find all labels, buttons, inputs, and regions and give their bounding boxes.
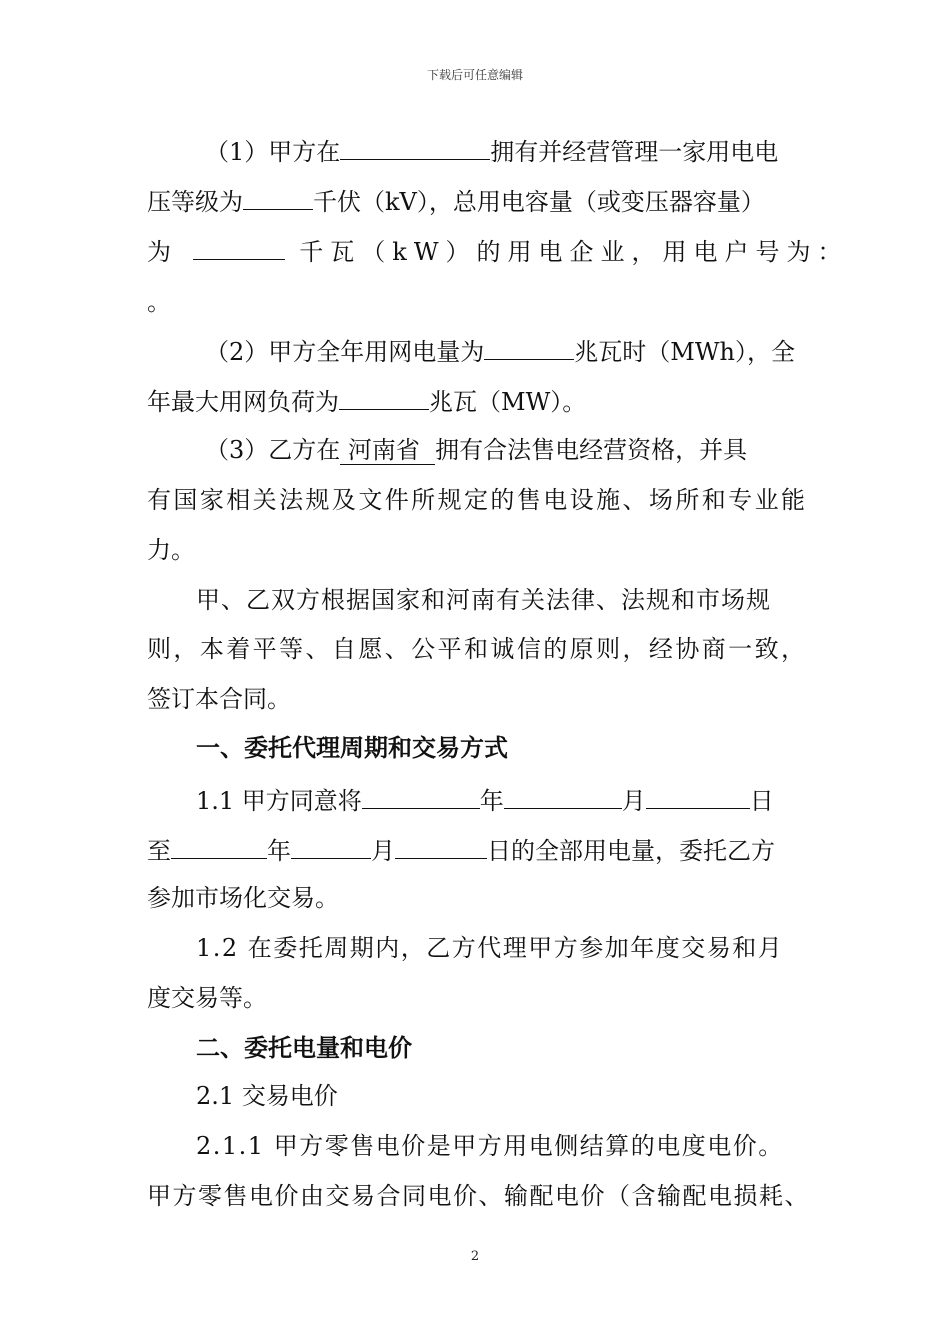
- blank-annual-energy: [484, 335, 574, 360]
- s11-line1: [196, 784, 774, 816]
- blank-location: [340, 135, 490, 160]
- text-segment: 1.1 甲方同意将: [196, 787, 362, 815]
- text-segment: 拥有合法售电经营资格，并具: [435, 436, 748, 464]
- blank-capacity: [193, 235, 285, 260]
- text-segment: 年: [267, 837, 291, 865]
- s11-line3: 参加市场化交易。: [147, 884, 339, 912]
- blank-start-month: [504, 784, 622, 809]
- s11-line2: [147, 834, 775, 866]
- text-segment: 月: [371, 837, 395, 865]
- blank-max-load: [339, 385, 429, 410]
- para4-line3: 签订本合同。: [147, 685, 291, 713]
- text-segment: 至: [147, 837, 171, 865]
- s12-line1: 1.2 在委托周期内，乙方代理甲方参加年度交易和月: [196, 934, 784, 962]
- text-segment: （1）甲方在: [205, 138, 341, 166]
- para2-line2: [147, 385, 586, 417]
- text-segment: 年最大用网负荷为: [147, 388, 339, 416]
- para3-line1: [205, 435, 747, 465]
- s211-line1: 2.1.1 甲方零售电价是甲方用电侧结算的电度电价。: [196, 1132, 784, 1160]
- text-segment: （2）甲方全年用网电量为: [205, 338, 485, 366]
- text-segment: 压等级为: [147, 188, 243, 216]
- text-segment: 年: [479, 787, 504, 815]
- text-segment: 月: [621, 787, 646, 815]
- underlined-province: 河南省: [340, 436, 436, 464]
- blank-end-day: [395, 834, 487, 859]
- section-heading-2: 二、委托电量和电价: [196, 1034, 412, 1062]
- text-segment: 日: [749, 787, 774, 815]
- text-segment: 兆瓦时（MWh），全: [574, 338, 795, 366]
- para4-line1: 甲、乙双方根据国家和河南有关法律、法规和市场规: [196, 586, 771, 614]
- s12-line2: 度交易等。: [147, 984, 267, 1012]
- para3-line2: 有国家相关法规及文件所规定的售电设施、场所和专业能: [147, 486, 805, 514]
- section-heading-1: 一、委托代理周期和交易方式: [196, 734, 508, 762]
- page-header: 下载后可任意编辑: [426, 68, 523, 82]
- para1-line4: 。: [147, 288, 171, 316]
- text-segment: 日的全部用电量，委托乙方: [487, 837, 775, 865]
- text-segment: 为: [147, 238, 178, 266]
- page-number: 2: [470, 1249, 480, 1264]
- para1-line3: [147, 235, 849, 267]
- blank-end-month: [291, 834, 371, 859]
- s21-line1: 2.1 交易电价: [196, 1082, 338, 1110]
- text-segment: （3）乙方在: [205, 436, 341, 464]
- para4-line2: 则，本着平等、自愿、公平和诚信的原则，经协商一致，: [147, 635, 805, 663]
- para3-line3: 力。: [147, 536, 195, 564]
- blank-start-year: [362, 784, 480, 809]
- para1-line1: [205, 135, 778, 167]
- blank-voltage: [243, 185, 313, 210]
- s211-line2: 甲方零售电价由交易合同电价、输配电价（含输配电损耗、: [147, 1182, 810, 1210]
- para1-line2: [147, 185, 765, 217]
- text-segment: 千伏（kV），总用电容量（或变压器容量）: [313, 188, 765, 216]
- blank-start-day: [646, 784, 750, 809]
- para2-line1: [205, 335, 795, 367]
- text-segment: 兆瓦（MW）。: [429, 388, 587, 416]
- text-segment: 千瓦（kW）的用电企业，用电户号为：: [299, 238, 849, 266]
- text-segment: 拥有并经营管理一家用电电: [490, 138, 779, 166]
- blank-end-year: [171, 834, 267, 859]
